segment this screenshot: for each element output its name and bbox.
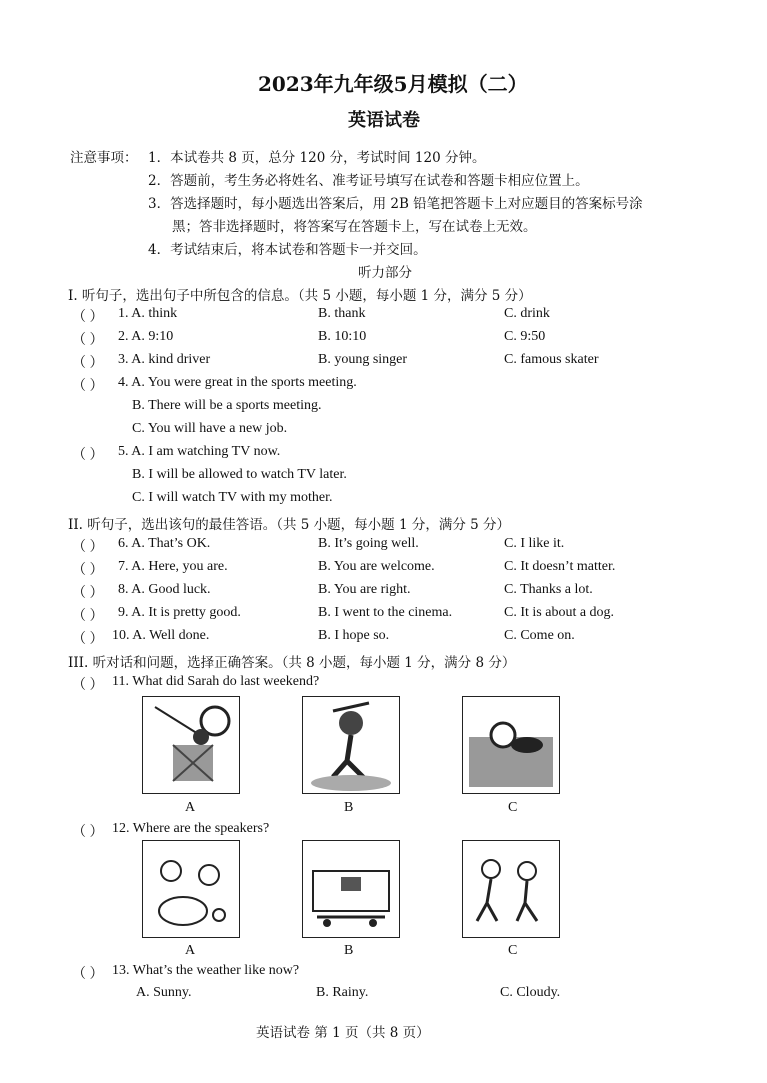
q13-option-b: B. Rainy. bbox=[316, 985, 369, 1000]
q7-option-b: B. You are welcome. bbox=[318, 559, 435, 574]
notes-item-2: 2．答题前，考生务必将姓名、准考证号填写在试卷和答题卡相应位置上。 bbox=[148, 173, 589, 189]
q3-option-a: 3. A. kind driver bbox=[118, 352, 211, 367]
q13-question: 13. What’s the weather like now? bbox=[112, 963, 300, 978]
q2-option-c: C. 9:50 bbox=[504, 329, 546, 344]
q11-label-b: B bbox=[344, 800, 354, 815]
q8-option-a: 8. A. Good luck. bbox=[118, 582, 211, 597]
answer-blank: （ ） bbox=[72, 448, 104, 463]
answer-blank: （ ） bbox=[72, 609, 104, 624]
notes-item-3-cont: 黑；答非选择题时，将答案写在答题卡上，写在试卷上无效。 bbox=[172, 219, 537, 235]
q7-option-a: 7. A. Here, you are. bbox=[118, 559, 228, 574]
tennis-player-illustration bbox=[143, 697, 239, 793]
page-footer: 英语试卷 第 1 页（共 8 页） bbox=[256, 1025, 430, 1041]
q12-picture-c bbox=[462, 840, 560, 938]
q11-picture-b bbox=[302, 696, 400, 794]
q7-option-c: C. It doesn’t matter. bbox=[504, 559, 616, 574]
part1-heading: I. 听句子，选出句子中所包含的信息。（共 5 小题，每小题 1 分，满分 5 分） bbox=[68, 288, 532, 304]
notes-label: 注意事项： bbox=[70, 150, 138, 166]
answer-blank: （ ） bbox=[72, 825, 104, 840]
q5-option-c: C. I will watch TV with my mother. bbox=[132, 490, 333, 505]
q8-option-b: B. You are right. bbox=[318, 582, 411, 597]
answer-blank: （ ） bbox=[72, 356, 104, 371]
answer-blank: （ ） bbox=[72, 379, 104, 394]
q12-picture-b bbox=[302, 840, 400, 938]
answer-blank: （ ） bbox=[72, 333, 104, 348]
q12-label-c: C bbox=[508, 943, 518, 958]
q12-picture-a bbox=[142, 840, 240, 938]
notes-item-1: 1．本试卷共 8 页，总分 120 分，考试时间 120 分钟。 bbox=[148, 150, 486, 166]
q9-option-b: B. I went to the cinema. bbox=[318, 605, 453, 620]
q13-option-c: C. Cloudy. bbox=[500, 985, 561, 1000]
q11-label-c: C bbox=[508, 800, 518, 815]
answer-blank: （ ） bbox=[72, 540, 104, 555]
q6-option-a: 6. A. That’s OK. bbox=[118, 536, 211, 551]
q10-option-c: C. Come on. bbox=[504, 628, 575, 643]
q9-option-c: C. It is about a dog. bbox=[504, 605, 615, 620]
q13-option-a: A. Sunny. bbox=[136, 985, 192, 1000]
notes-item-3: 3．答选择题时，每小题选出答案后，用 2B 铅笔把答题卡上对应题目的答案标号涂 bbox=[148, 196, 643, 212]
answer-blank: （ ） bbox=[72, 678, 104, 693]
q2-option-b: B. 10:10 bbox=[318, 329, 367, 344]
q2-option-a: 2. A. 9:10 bbox=[118, 329, 174, 344]
part2-heading: II. 听句子，选出该句的最佳答语。（共 5 小题，每小题 1 分，满分 5 分） bbox=[68, 517, 511, 533]
part3-heading: III. 听对话和问题，选择正确答案。（共 8 小题，每小题 1 分，满分 8 分） bbox=[68, 655, 516, 671]
q12-label-a: A bbox=[185, 943, 196, 958]
q4-option-c: C. You will have a new job. bbox=[132, 421, 288, 436]
q4-option-a: 4. A. You were great in the sports meeting. bbox=[118, 375, 357, 390]
q11-picture-a bbox=[142, 696, 240, 794]
street-shops-illustration bbox=[303, 841, 399, 937]
answer-blank: （ ） bbox=[72, 632, 104, 647]
q1-option-b: B. thank bbox=[318, 306, 366, 321]
q10-option-b: B. I hope so. bbox=[318, 628, 390, 643]
q5-option-b: B. I will be allowed to watch TV later. bbox=[132, 467, 347, 482]
answer-blank: （ ） bbox=[72, 586, 104, 601]
skater-illustration bbox=[303, 697, 399, 793]
q12-question: 12. Where are the speakers? bbox=[112, 821, 270, 836]
q6-option-b: B. It’s going well. bbox=[318, 536, 419, 551]
q5-option-a: 5. A. I am watching TV now. bbox=[118, 444, 281, 459]
q1-option-a: 1. A. think bbox=[118, 306, 178, 321]
lying-reading-illustration bbox=[463, 697, 559, 793]
q11-picture-c bbox=[462, 696, 560, 794]
playground-illustration bbox=[143, 841, 239, 937]
page-subtitle: 英语试卷 bbox=[348, 110, 420, 131]
q1-option-c: C. drink bbox=[504, 306, 550, 321]
q10-option-a: 10. A. Well done. bbox=[112, 628, 210, 643]
q3-option-c: C. famous skater bbox=[504, 352, 599, 367]
q11-question: 11. What did Sarah do last weekend? bbox=[112, 674, 320, 689]
q3-option-b: B. young singer bbox=[318, 352, 408, 367]
section-heading: 听力部分 bbox=[358, 265, 412, 281]
page-title: 2023年九年级5月模拟（二） bbox=[258, 72, 528, 96]
notes-item-4: 4．考试结束后，将本试卷和答题卡一并交回。 bbox=[148, 242, 427, 258]
answer-blank: （ ） bbox=[72, 967, 104, 982]
q9-option-a: 9. A. It is pretty good. bbox=[118, 605, 241, 620]
q12-label-b: B bbox=[344, 943, 354, 958]
answer-blank: （ ） bbox=[72, 310, 104, 325]
q8-option-c: C. Thanks a lot. bbox=[504, 582, 593, 597]
q6-option-c: C. I like it. bbox=[504, 536, 565, 551]
answer-blank: （ ） bbox=[72, 563, 104, 578]
people-dancing-illustration bbox=[463, 841, 559, 937]
q11-label-a: A bbox=[185, 800, 196, 815]
q4-option-b: B. There will be a sports meeting. bbox=[132, 398, 322, 413]
